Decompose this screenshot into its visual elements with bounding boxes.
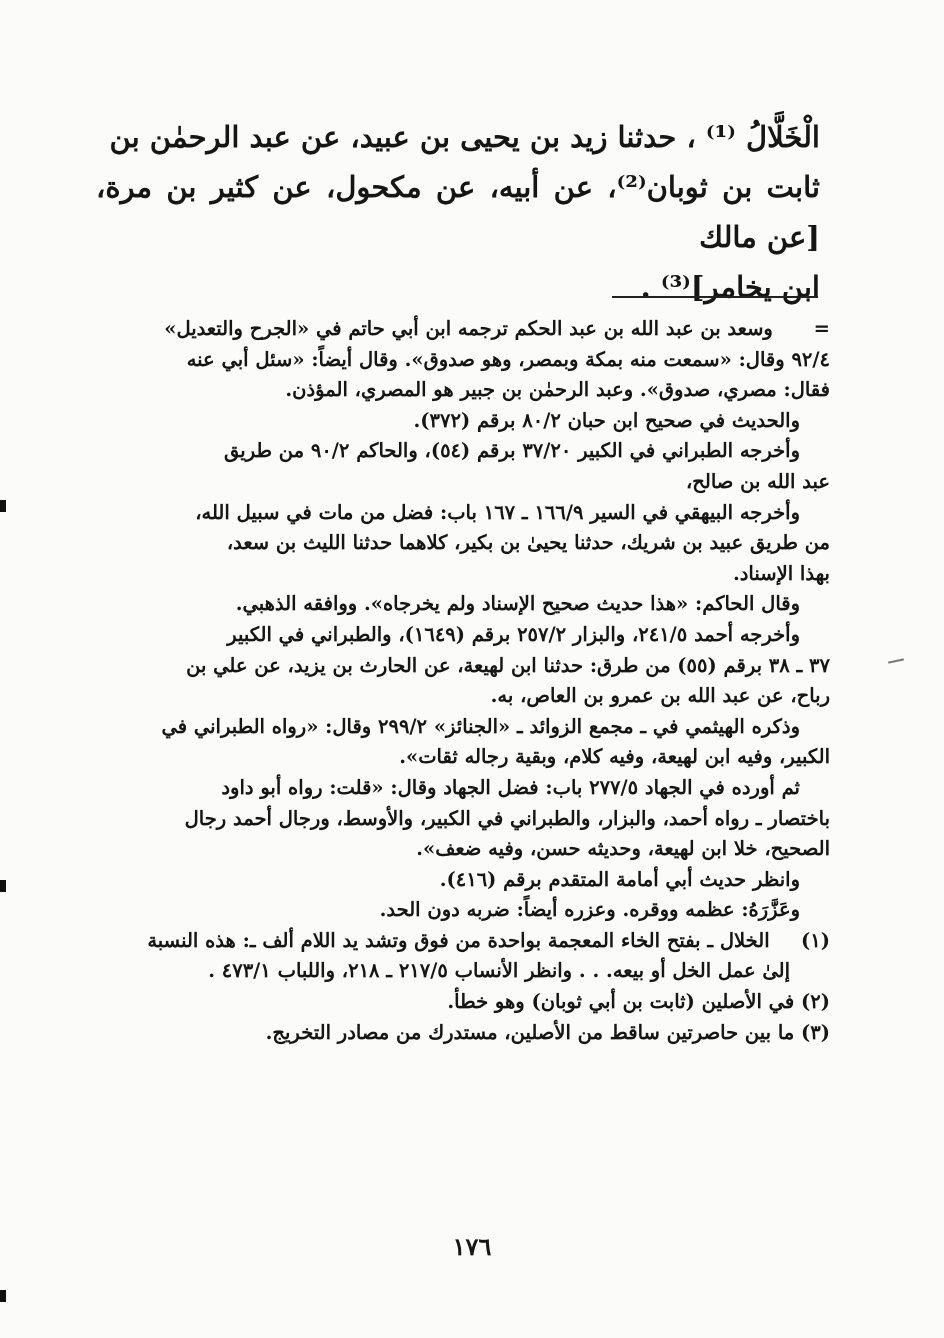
footnote-line: ٣٧ ـ ٣٨ برقم (٥٥) من طرق: حدثنا ابن لهيعة، عن الحارث بن يزيد، عن علي بن xyxy=(186,653,830,677)
footnote-line: = وسعد بن عبد الله بن عبد الحكم ترجمه ابن أبي حاتم في «الجرح والتعديل» xyxy=(100,314,830,345)
footnote-line: باختصار ـ رواه أحمد، والبزار، والطبراني في الكبير، والأوسط، ورجال أحمد رجال xyxy=(184,806,830,830)
footnote-line: وعَزَّرَهُ: عظمه ووقره. وعزره أيضاً: ضربه دون الحد. xyxy=(379,898,800,922)
scan-mark xyxy=(888,658,904,663)
footnote-line: والحديث في صحيح ابن حبان ٨٠/٢ برقم (٣٧٢). xyxy=(413,408,800,432)
footnote-line: وذكره الهيثمي في ـ مجمع الزوائد ـ «الجنائز» ٢٩٩/٢ وقال: «رواه الطبراني في xyxy=(161,714,800,738)
main-text-line: ابن يخامر]⁽³⁾ . xyxy=(640,270,820,304)
footnote-line: الكبير، وفيه ابن لهيعة، وفيه كلام، وبقية رجاله ثقات». xyxy=(399,745,830,769)
note-text: في الأصلين (ثابت بن أبي ثوبان) وهو خطأ. xyxy=(447,990,795,1014)
footnote-line: وانظر حديث أبي أمامة المتقدم برقم (٤١٦). xyxy=(439,867,800,891)
main-text-line: الْخَلَّالُ ⁽¹⁾ ، حدثنا زيد بن يحيى بن عبيد، عن عبد الرحمٰن بن xyxy=(109,120,820,154)
footnote-line: رباح، عن عبد الله بن عمرو بن العاص، به. xyxy=(490,684,830,708)
numbered-note xyxy=(100,926,830,957)
footnote-line: وأخرجه الطبراني في الكبير ٣٧/٢٠ برقم (٥٤)، والحاكم ٩٠/٢ من طريق xyxy=(224,439,800,463)
scan-mark xyxy=(0,1290,6,1302)
footnote-separator xyxy=(612,296,818,298)
scan-mark xyxy=(0,500,6,512)
note-marker: (٢) xyxy=(801,990,830,1014)
page-number: ١٧٦ xyxy=(452,1232,492,1261)
numbered-note xyxy=(100,987,830,1018)
scan-mark xyxy=(0,880,6,892)
main-text xyxy=(96,112,820,312)
main-text-line: ثابت بن ثوبان⁽²⁾، عن أبيه، عن مكحول، عن كثير بن مرة، [عن مالك xyxy=(96,170,820,254)
note-marker: (١) xyxy=(801,928,830,952)
numbered-note-line: إلىٰ عمل الخل أو بيعه. . . وانظر الأنساب ٢١٧/٥ ـ ٢١٨، واللباب ٤٧٣/١ . xyxy=(208,959,790,983)
footnote-line: ثم أورده في الجهاد ٢٧٧/٥ باب: فضل الجهاد وقال: «قلت: رواه أبو داود xyxy=(221,775,800,799)
footnote-line: عبد الله بن صالح، xyxy=(686,469,830,493)
footnote-line: وأخرجه أحمد ٢٤١/٥، والبزار ٢٥٧/٢ برقم (١٦٤٩)، والطبراني في الكبير xyxy=(227,622,800,646)
footnote-line: ٩٢/٤ وقال: «سمعت منه بمكة وبمصر، وهو صدوق». وقال أيضاً: «سئل أبي عنه xyxy=(186,347,830,371)
footnote-line: بهذا الإسناد. xyxy=(732,561,830,585)
note-text: الخلال ـ بفتح الخاء المعجمة بواحدة من فوق وتشد يد اللام ألف ـ: هذه النسبة xyxy=(147,928,770,952)
footnote-line: من طريق عبيد بن شريك، حدثنا يحيىٰ بن بكير، كلاهما حدثنا الليث بن سعد، xyxy=(226,531,830,555)
note-text: ما بين حاصرتين ساقط من الأصلين، مستدرك من مصادر التخريج. xyxy=(265,1020,795,1044)
numbered-note xyxy=(100,1018,830,1049)
footnote-line: فقال: مصري، صدوق». وعبد الرحمٰن بن جبير هو المصري، المؤذن. xyxy=(285,378,830,402)
footnote-line: وقال الحاكم: «هذا حديث صحيح الإسناد ولم يخرجاه». ووافقه الذهبي. xyxy=(235,592,800,616)
footnotes xyxy=(100,314,830,1048)
footnote-line: وأخرجه البيهقي في السير ١٦٦/٩ ـ ١٦٧ باب: فضل من مات في سبيل الله، xyxy=(195,500,800,524)
continuation-marker: = xyxy=(813,317,830,340)
note-marker: (٣) xyxy=(801,1020,830,1044)
footnote-line: الصحيح، خلا ابن لهيعة، وحديثه حسن، وفيه ضعف». xyxy=(416,837,830,861)
